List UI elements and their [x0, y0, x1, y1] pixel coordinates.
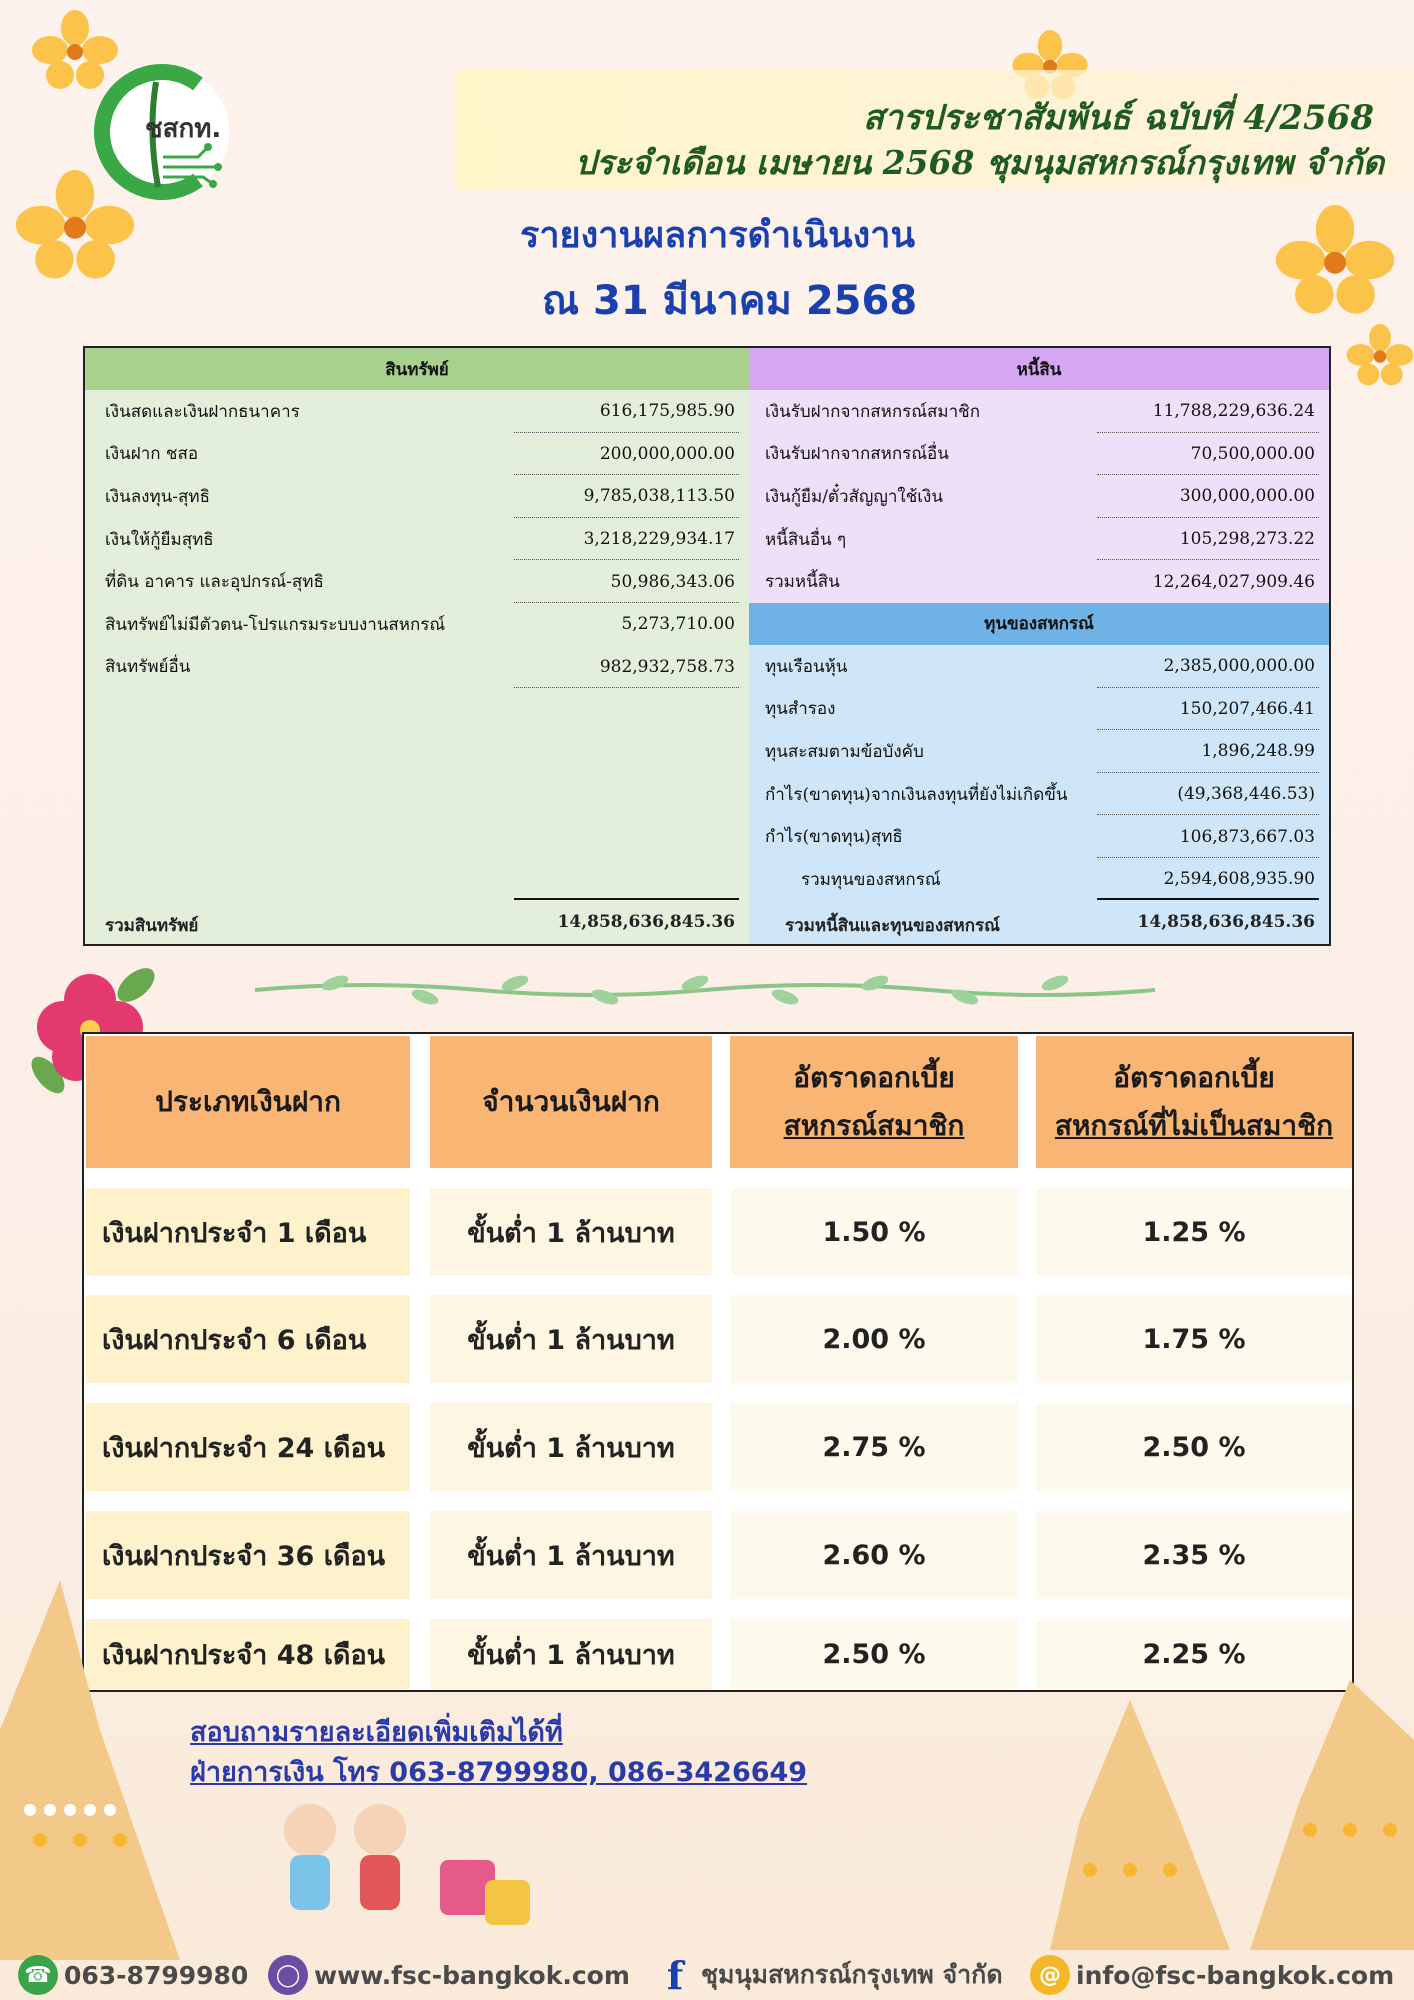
rate-amount-cell: ขั้นต่ำ 1 ล้านบาท — [430, 1511, 712, 1599]
equity-label: ทุนสำรอง — [765, 699, 836, 720]
pagoda-decoration-icon — [0, 1580, 180, 1960]
liability-row — [749, 475, 1329, 518]
rate-member-cell: 2.00 % — [730, 1295, 1018, 1383]
asset-label: เงินฝาก ชสอ — [105, 444, 199, 465]
equity-header: ทุนของสหกรณ์ — [749, 603, 1329, 645]
header-member-rate — [730, 1036, 1018, 1168]
asset-label: สินทรัพย์อื่น — [105, 657, 191, 678]
report-title: รายงานผลการดำเนินงาน — [520, 215, 916, 256]
rate-type-cell: เงินฝากประจำ 6 เดือน — [86, 1295, 410, 1383]
rate-amount-cell: ขั้นต่ำ 1 ล้านบาท — [430, 1403, 712, 1491]
header-deposit-type: ประเภทเงินฝาก — [86, 1036, 410, 1168]
liability-label: เงินกู้ยืม/ตั๋วสัญญาใช้เงิน — [765, 486, 943, 507]
footer-bar — [0, 1950, 1414, 2000]
total-assets-label: รวมสินทรัพย์ — [105, 916, 199, 936]
liability-label: หนี้สินอื่น ๆ — [765, 529, 847, 550]
total-liab-equity-value: 14,858,636,845.36 — [1137, 912, 1315, 932]
rate-nonmember-cell: 1.75 % — [1036, 1295, 1352, 1383]
liability-value: 11,788,229,636.24 — [1152, 401, 1315, 422]
report-date: ณ 31 มีนาคม 2568 — [542, 278, 918, 324]
balance-sheet-table — [83, 346, 1331, 946]
asset-value: 200,000,000.00 — [599, 443, 735, 464]
liability-value: 70,500,000.00 — [1190, 443, 1315, 464]
equity-label: รวมทุนของสหกรณ์ — [801, 869, 941, 890]
footer-phone[interactable] — [18, 1955, 248, 1995]
asset-value: 3,218,229,934.17 — [583, 529, 735, 550]
liability-value: 12,264,027,909.46 — [1152, 571, 1315, 592]
assets-header: สินทรัพย์ — [85, 348, 749, 390]
yellow-flower-icon — [1345, 310, 1414, 400]
asset-value: 982,932,758.73 — [599, 656, 735, 677]
liabilities-equity-column — [749, 348, 1329, 944]
footer-facebook-text: ชุมนุมสหกรณ์กรุงเทพ จำกัด — [701, 1960, 1003, 1989]
equity-value: 2,385,000,000.00 — [1163, 656, 1315, 677]
liability-label: เงินรับฝากจากสหกรณ์สมาชิก — [765, 401, 980, 422]
equity-row — [749, 773, 1329, 816]
liability-label: เงินรับฝากจากสหกรณ์อื่น — [765, 444, 949, 465]
equity-value: 106,873,667.03 — [1179, 826, 1315, 847]
rate-type-cell: เงินฝากประจำ 24 เดือน — [86, 1403, 410, 1491]
equity-row — [749, 858, 1329, 901]
deposit-rates-table — [82, 1032, 1354, 1692]
pagoda-decoration-icon — [1050, 1680, 1414, 1950]
rate-member-cell: 2.50 % — [730, 1619, 1018, 1689]
yellow-flower-icon — [1270, 205, 1400, 315]
asset-row — [85, 603, 749, 646]
rate-nonmember-cell: 1.25 % — [1036, 1188, 1352, 1276]
asset-value: 616,175,985.90 — [599, 401, 735, 422]
equity-label: กำไร(ขาดทุน)สุทธิ — [765, 827, 903, 848]
footer-phone-text: 063-8799980 — [64, 1960, 249, 1990]
asset-label: เงินให้กู้ยืมสุทธิ — [105, 529, 214, 550]
asset-row — [85, 390, 749, 433]
liabilities-section — [749, 390, 1329, 603]
total-liab-equity-label: รวมหนี้สินและทุนของสหกรณ์ — [785, 916, 1000, 936]
newsletter-subtitle: ประจำเดือน เมษายน 2568 ชุมนุมสหกรณ์กรุงเทพ จำกัด — [575, 143, 1384, 182]
rate-member-cell: 1.50 % — [730, 1188, 1018, 1276]
header-nonmember-rate-line1: อัตราดอกเบี้ย — [1113, 1061, 1275, 1094]
liabilities-header: หนี้สิน — [749, 348, 1329, 390]
contact-phone-line[interactable]: ฝ่ายการเงิน โทร 063-8799980, 086-3426649 — [190, 1757, 808, 1788]
asset-value: 5,273,710.00 — [621, 614, 735, 635]
equity-value: 2,594,608,935.90 — [1163, 869, 1315, 890]
equity-row — [749, 730, 1329, 773]
rate-amount-cell: ขั้นต่ำ 1 ล้านบาท — [430, 1619, 712, 1689]
asset-label: เงินสดและเงินฝากธนาคาร — [105, 401, 300, 422]
total-liab-equity-row — [749, 902, 1329, 944]
equity-row — [749, 688, 1329, 731]
rate-amount-cell: ขั้นต่ำ 1 ล้านบาท — [430, 1295, 712, 1383]
liability-label: รวมหนี้สิน — [765, 572, 840, 593]
header-nonmember-rate — [1036, 1036, 1352, 1168]
asset-row — [85, 518, 749, 561]
newsletter-title: สารประชาสัมพันธ์ ฉบับที่ 4/2568 — [862, 98, 1374, 138]
rate-amount-cell: ขั้นต่ำ 1 ล้านบาท — [430, 1188, 712, 1276]
liability-row — [749, 518, 1329, 561]
header-deposit-amount: จำนวนเงินฝาก — [430, 1036, 712, 1168]
liability-value: 300,000,000.00 — [1179, 486, 1315, 507]
logo-text: ชสกท. — [145, 114, 222, 144]
globe-icon: ◯ — [268, 1955, 308, 1995]
liability-row — [749, 390, 1329, 433]
equity-row — [749, 815, 1329, 858]
total-assets-value: 14,858,636,845.36 — [557, 912, 735, 932]
equity-row — [749, 645, 1329, 688]
rate-member-cell: 2.75 % — [730, 1403, 1018, 1491]
total-assets-row — [85, 902, 749, 944]
rate-type-cell: เงินฝากประจำ 1 เดือน — [86, 1188, 410, 1276]
footer-website[interactable] — [268, 1955, 630, 1995]
asset-label: สินทรัพย์ไม่มีตัวตน-โปรแกรมระบบงานสหกรณ์ — [105, 614, 446, 635]
rate-nonmember-cell: 2.35 % — [1036, 1511, 1352, 1599]
equity-label: กำไร(ขาดทุน)จากเงินลงทุนที่ยังไม่เกิดขึ้น — [765, 784, 1068, 805]
equity-label: ทุนสะสมตามข้อบังคับ — [765, 741, 924, 762]
vine-divider-icon — [255, 975, 1155, 1005]
email-icon: @ — [1030, 1955, 1070, 1995]
asset-value: 50,986,343.06 — [610, 571, 735, 592]
contact-info-line: สอบถามรายละเอียดเพิ่มเติมได้ที่ — [190, 1717, 563, 1748]
rate-nonmember-cell: 2.50 % — [1036, 1403, 1352, 1491]
asset-label: ที่ดิน อาคาร และอุปกรณ์-สุทธิ — [105, 572, 324, 593]
footer-email[interactable] — [1030, 1955, 1394, 1995]
equity-label: ทุนเรือนหุ้น — [765, 656, 848, 677]
header-member-rate-line1: อัตราดอกเบี้ย — [793, 1061, 955, 1094]
footer-facebook[interactable] — [655, 1952, 1003, 1998]
equity-value: (49,368,446.53) — [1177, 784, 1315, 805]
rate-type-cell: เงินฝากประจำ 36 เดือน — [86, 1511, 410, 1599]
phone-icon: ☎ — [18, 1955, 58, 1995]
asset-row — [85, 646, 749, 689]
footer-website-text: www.fsc-bangkok.com — [314, 1960, 630, 1990]
asset-row — [85, 433, 749, 476]
equity-value: 150,207,466.41 — [1179, 698, 1315, 719]
asset-row — [85, 475, 749, 518]
children-illustration-icon — [280, 1800, 540, 1950]
assets-column — [85, 348, 749, 944]
asset-row — [85, 560, 749, 603]
rate-nonmember-cell: 2.25 % — [1036, 1619, 1352, 1689]
liability-row — [749, 560, 1329, 603]
liability-value: 105,298,273.22 — [1179, 529, 1315, 550]
footer-email-text: info@fsc-bangkok.com — [1076, 1960, 1395, 1990]
asset-label: เงินลงทุน-สุทธิ — [105, 486, 210, 507]
asset-value: 9,785,038,113.50 — [583, 486, 735, 507]
liability-row — [749, 433, 1329, 476]
equity-value: 1,896,248.99 — [1201, 741, 1315, 762]
rate-type-cell: เงินฝากประจำ 48 เดือน — [86, 1619, 410, 1689]
header-member-rate-line2: สหกรณ์สมาชิก — [783, 1109, 965, 1142]
rate-member-cell: 2.60 % — [730, 1511, 1018, 1599]
header-nonmember-rate-line2: สหกรณ์ที่ไม่เป็นสมาชิก — [1054, 1109, 1334, 1142]
facebook-icon: f — [666, 1952, 684, 1998]
